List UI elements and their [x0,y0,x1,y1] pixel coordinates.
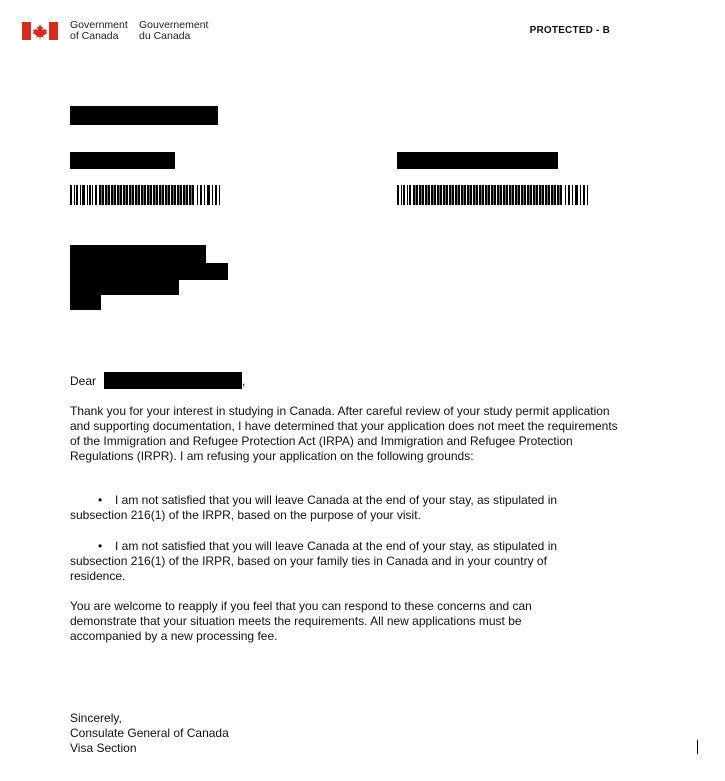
classification-label: PROTECTED - B [529,25,610,36]
signature-block [70,711,229,756]
salutation-word: Dear [70,374,97,388]
closing-paragraph: You are welcome to reapply if you feel that you can respond to these concerns and can demonstrate that your situation meets the requirements. All new applications must be accompanied by a new processing fee. [70,599,532,643]
gov-fr-line2: du Canada [139,30,191,42]
redacted-recipient-name [104,372,242,389]
bullet-marker: • [98,539,103,553]
gouvernement-du-canada-wordmark [139,20,208,42]
canada-flag-icon [22,22,58,40]
refusal-ground-1 [70,493,585,523]
redacted-address-line3 [70,280,179,295]
redacted-block-name [70,106,218,125]
government-of-canada-wordmark [70,20,128,42]
refusal-ground-2 [70,539,585,584]
redacted-block-right [397,152,558,169]
barcode-left [70,185,220,205]
redacted-address-line2 [70,263,228,280]
barcode-right [397,185,588,205]
sign-off: Sincerely, [70,711,122,725]
refusal-ground-2-text: I am not satisfied that you will leave Canada at the end of your stay, as stipulated in subsection 216(1) of the IRPR, based on your family ties in Canada and in your country of residence. [70,539,558,583]
refusal-ground-1-text: I am not satisfied that you will leave Canada at the end of your stay, as stipulated in subsection 216(1) of the IRPR, based on the purpose of your visit. [70,493,558,522]
redacted-block-left [70,152,175,169]
gov-en-line1: Government [70,19,128,31]
redacted-address-line1 [70,245,206,263]
gov-fr-line1: Gouvernement [139,19,209,31]
signature-line-1: Consulate General of Canada [70,726,229,740]
bullet-marker: • [98,493,103,507]
redacted-address-line4 [70,295,101,310]
text-cursor [697,740,698,754]
salutation [70,372,245,389]
gov-en-line2: of Canada [70,30,119,42]
intro-paragraph: Thank you for your interest in studying in Canada. After careful review of your study permit application and supporting documentation, I have determined that your application does not meet the requirements of the Immigration and Refugee Protection Act (IRPA) and Immigration and Refugee Protection Regulations (IRPR). I am refusing your application on the following grounds: [70,404,618,463]
salutation-comma: , [242,374,246,388]
signature-line-2: Visa Section [70,741,137,755]
